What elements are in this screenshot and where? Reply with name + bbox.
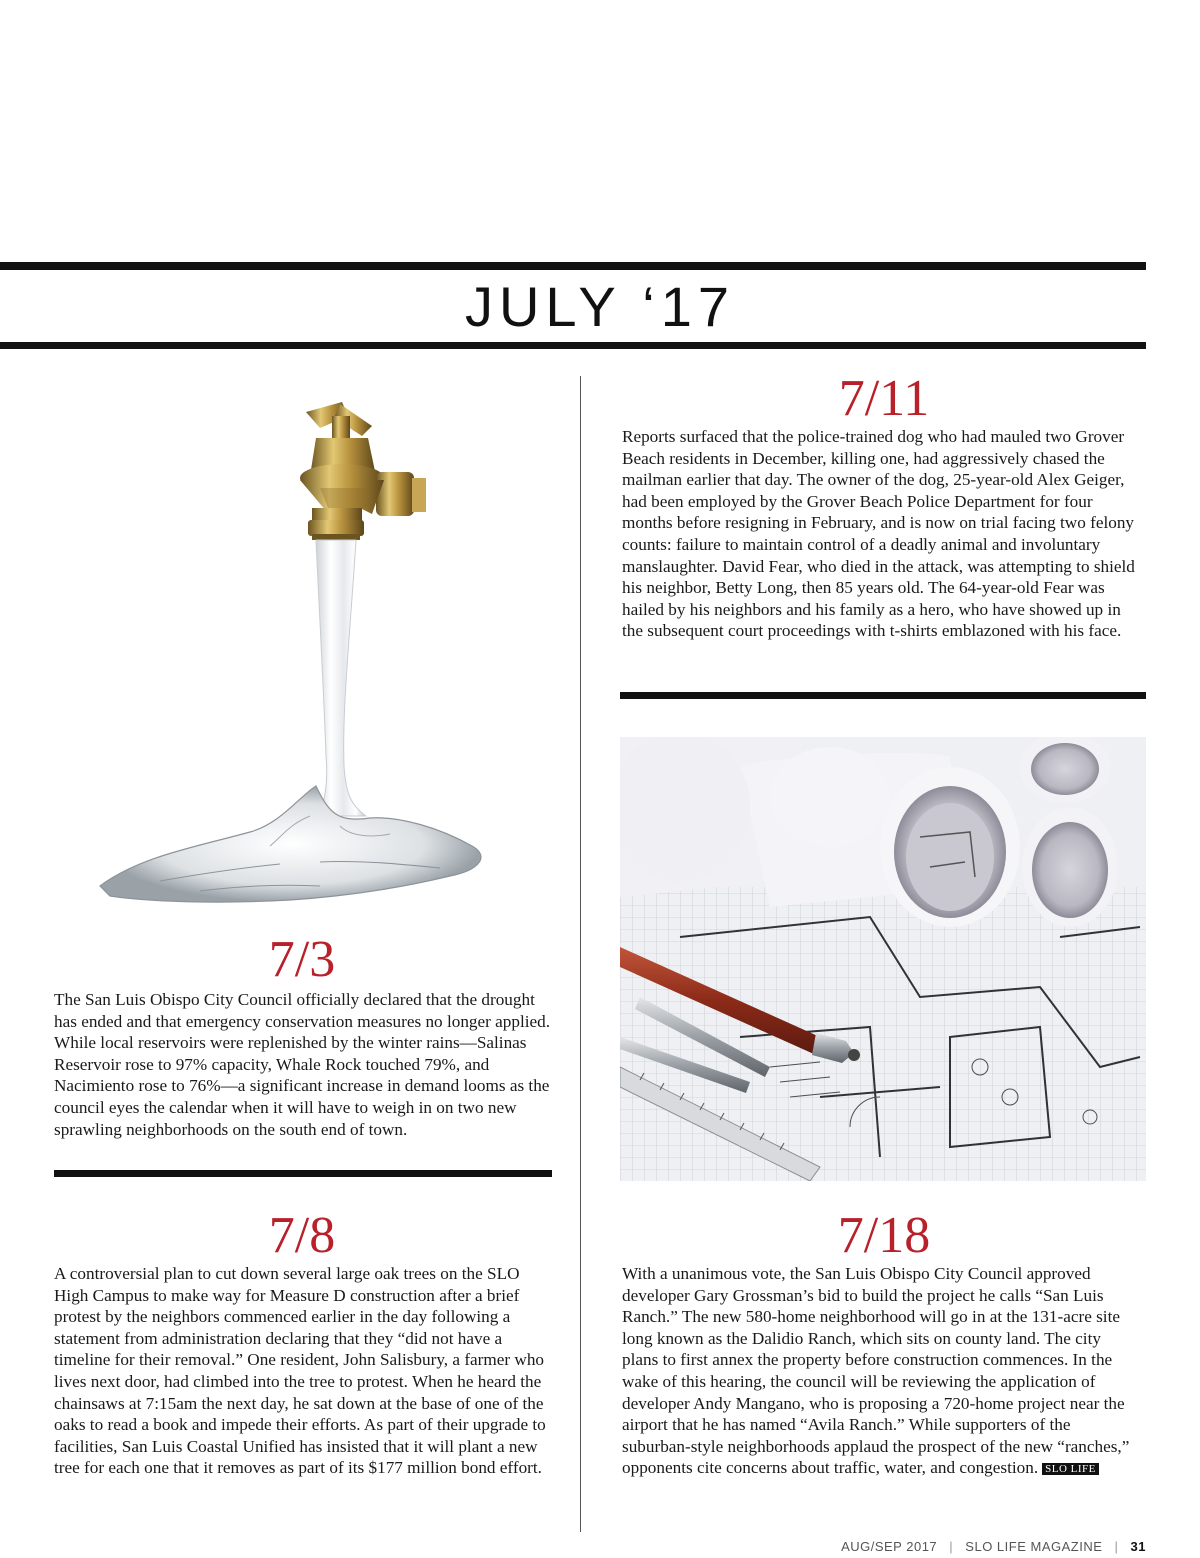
entry-date-7-3: 7/3: [268, 931, 336, 988]
page-footer: [841, 1539, 1146, 1554]
entry-date-7-18: 7/18: [837, 1207, 931, 1264]
footer-separator: |: [949, 1539, 954, 1554]
blueprints-illustration: [620, 737, 1146, 1181]
page-title: JULY ‘17: [464, 275, 736, 338]
blueprints-photo: [620, 737, 1146, 1181]
entry-text-7-18-body: With a unanimous vote, the San Luis Obispo City Council approved developer Gary Grossman’s bid to build the project he calls “San Luis Ranch.” The new 580-home neighborhood will go in at the 131-acre site long known as the Dalidio Ranch, which sits on county land. The city plans to first annex the property before construction commences. In the wake of this hearing, the council will be reviewing the application of developer Andy Mangano, who is proposing a 720-home project near the airport that he has named “Avila Ranch.” While supporters of the suburban-style neighborhoods applaud the prospect of the new “ranches,” opponents cite concerns about traffic, water, and congestion.: [622, 1264, 1130, 1478]
faucet-illustration: [20, 376, 560, 946]
page-number: 31: [1130, 1539, 1146, 1554]
header-bottom-rule: [0, 342, 1146, 349]
entry-text-7-3: The San Luis Obispo City Council officially declared that the drought has ended and that emergency conservation measures no longer applied. While local reservoirs were replenished by the winter rains—Salinas Reservoir rose to 97% capacity, Whale Rock touched 79%, and Nacimiento rose to 76%—a significant increase in demand looms as the council eyes the calendar when it will have to weigh in on two new sprawling neighborhoods on the south end of town.: [54, 990, 551, 1139]
section-rule-left: [54, 1170, 552, 1177]
entry-text-7-8: A controversial plan to cut down several large oak trees on the SLO High Campus to make way for Measure D construction after a brief protest by the neighbors commenced earlier in the day following a statement from administration declaring that they “did not have a timeline for their removal.” One resident, John Salisbury, a farmer who lives next door, had climbed into the tree to protest. When he heard the chainsaws at 7:15am the next day, he sat down at the base of one of the oaks to read a book and impede their efforts. As part of their upgrade to facilities, San Luis Coastal Unified has insisted that it will plant a new tree for each one that it removes as part of its $177 million bond effort.: [54, 1264, 546, 1478]
entry-text-7-11: Reports surfaced that the police-trained dog who had mauled two Grover Beach residents in December, killing one, had aggressively chased the mailman earlier that day. The owner of the dog, 25-year-old Alex Geiger, had been employed by the Grover Beach Police Department for four months before resigning in February, and is now on trial facing two felony counts: failure to maintain control of a deadly animal and involuntary manslaughter. David Fear, who died in the attack, was attempting to shield his neighbor, Betty Long, then 85 years old. The 64-year-old Fear was hailed by his neighbors and his family as a hero, who have showed up in the subsequent court proceedings with t-shirts emblazoned with his face.: [622, 427, 1135, 641]
column-divider: [580, 376, 581, 1532]
footer-issue: AUG/SEP 2017: [841, 1539, 938, 1554]
entry-date-7-11: 7/11: [838, 370, 930, 427]
faucet-water-photo: [20, 376, 560, 946]
footer-separator: |: [1114, 1539, 1119, 1554]
entry-text-7-18: [622, 1263, 1138, 1479]
slo-life-endmark: SLO LIFE: [1042, 1463, 1099, 1475]
entry-date-7-8: 7/8: [268, 1207, 336, 1264]
header-top-rule: [0, 262, 1146, 270]
footer-magazine: SLO LIFE MAGAZINE: [965, 1539, 1103, 1554]
section-rule-right: [620, 692, 1146, 699]
